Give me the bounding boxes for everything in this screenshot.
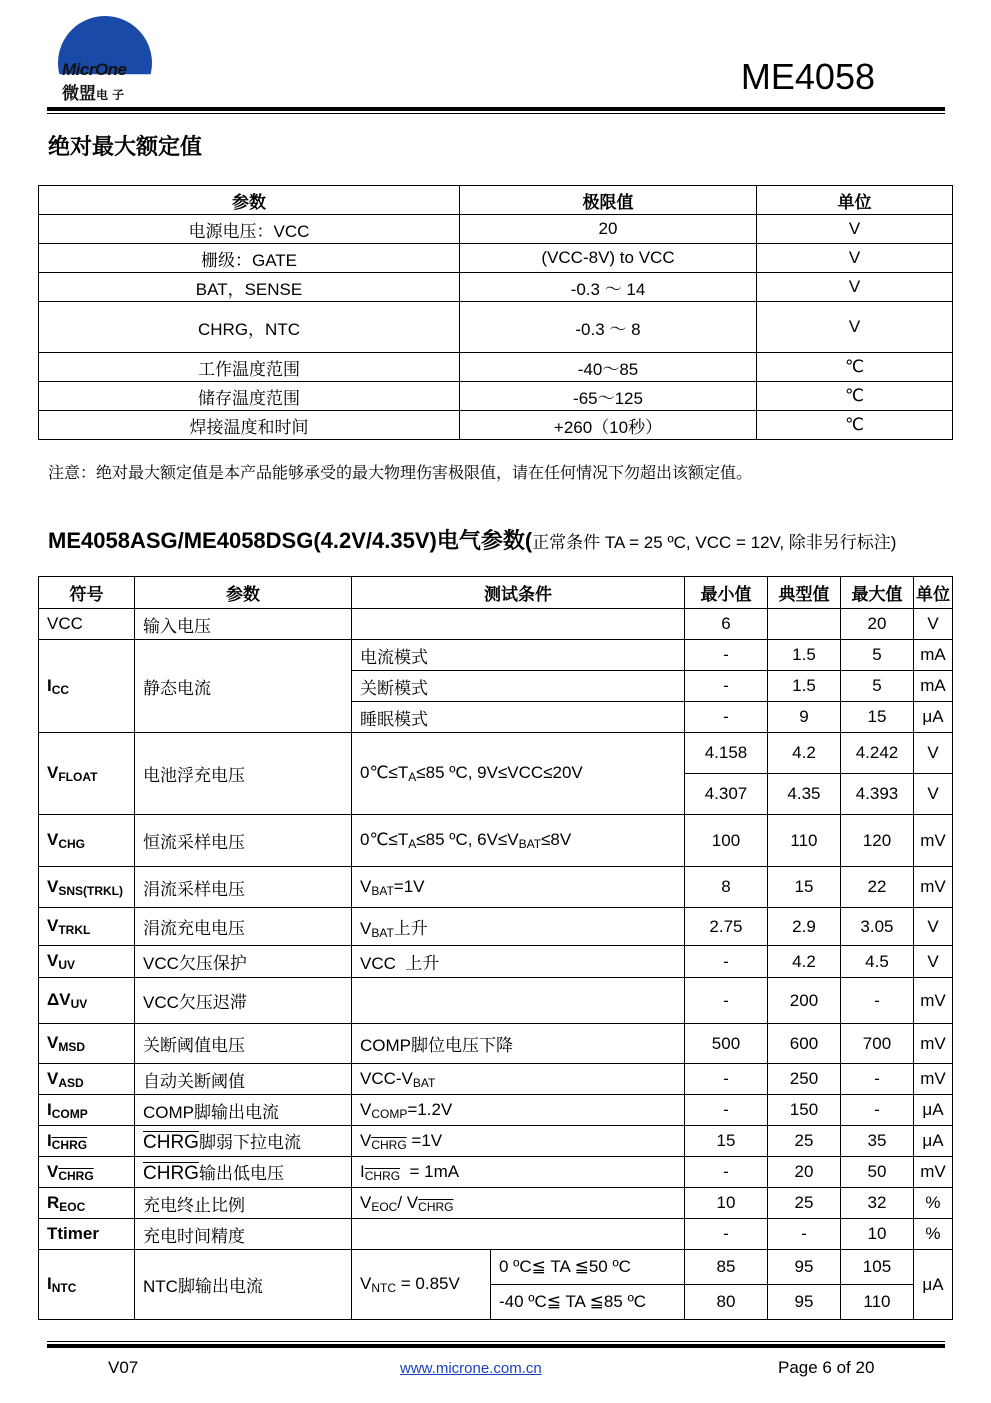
param: 涓流充电电压: [135, 908, 352, 946]
col-header: 参数: [39, 186, 460, 215]
table-row: [39, 302, 953, 353]
logo-brand: MicrOne: [62, 60, 127, 79]
company-logo: [58, 16, 158, 106]
cell: -0.3 ～ 8: [460, 302, 757, 353]
typ: 250: [767, 1064, 840, 1095]
max: 10: [840, 1219, 913, 1250]
typ: 25: [767, 1188, 840, 1219]
abs-max-note: 注意：绝对最大额定值是本产品能够承受的最大物理伤害极限值，请在任何情况下勿超出该额定值。: [48, 463, 753, 482]
cond-sub: -40 ºC≦ TA ≦85 ºC: [491, 1285, 685, 1320]
typ: 1.5: [767, 671, 840, 702]
cell: V: [757, 244, 953, 273]
table-header-row: [39, 577, 953, 609]
table-row: [39, 946, 953, 978]
cell: -0.3 ～ 14: [460, 273, 757, 302]
typ: 25: [767, 1126, 840, 1157]
table-row: [39, 1188, 953, 1219]
cond: $0℃\le T_A\le 85$ ºC, 9V≤VCC≤20V: [352, 733, 685, 815]
max: 4.393: [840, 774, 913, 815]
col-header: 单位: [757, 186, 953, 215]
max: 110: [840, 1285, 913, 1320]
unit: μA: [913, 1095, 952, 1126]
cell: 栅级：GATE: [39, 244, 460, 273]
unit: mV: [913, 1157, 952, 1188]
unit: μA: [913, 1126, 952, 1157]
cell: -40～85: [460, 353, 757, 382]
unit: %: [913, 1188, 952, 1219]
typ: 4.2: [767, 733, 840, 774]
typ: 150: [767, 1095, 840, 1126]
cond: VCC 上升: [352, 946, 685, 978]
cell: V: [757, 273, 953, 302]
typ: 15: [767, 867, 840, 908]
param: 涓流采样电压: [135, 867, 352, 908]
max: 22: [840, 867, 913, 908]
param: 输入电压: [135, 609, 352, 640]
min: 80: [684, 1285, 767, 1320]
min: -: [684, 946, 767, 978]
cell: V: [757, 302, 953, 353]
section-condition: 正常条件 TA = 25 ºC, VCC = 12V, 除非另行标注): [532, 533, 897, 552]
symbol: $I_{CC}$: [39, 640, 135, 733]
typ: 4.2: [767, 946, 840, 978]
table-row: [39, 1064, 953, 1095]
min: -: [684, 1095, 767, 1126]
max: -: [840, 978, 913, 1024]
max: -: [840, 1095, 913, 1126]
min: 10: [684, 1188, 767, 1219]
symbol: VCC: [39, 609, 135, 640]
symbol: $V_{SNS(TRKL)}$: [39, 867, 135, 908]
table-row: [39, 1157, 953, 1188]
unit: %: [913, 1219, 952, 1250]
param: 关断阈值电压: [135, 1024, 352, 1064]
param: 静态电流: [135, 640, 352, 733]
doc-title: ME4058: [740, 56, 875, 97]
cell: +260（10秒）: [460, 411, 757, 440]
typ: 9: [767, 702, 840, 733]
footer-url-link[interactable]: www.microne.com.cn: [400, 1360, 542, 1377]
col-header: 参数: [135, 577, 352, 609]
min: 4.158: [684, 733, 767, 774]
param: NTC脚输出电流: [135, 1250, 352, 1320]
cond: $V_{BAT}=1V$: [352, 867, 685, 908]
min: 8: [684, 867, 767, 908]
max: 120: [840, 815, 913, 867]
unit: μA: [913, 1250, 952, 1320]
unit: V: [913, 946, 952, 978]
cell: CHRG，NTC: [39, 302, 460, 353]
table-row: [39, 411, 953, 440]
min: -: [684, 1219, 767, 1250]
table-row: [39, 978, 953, 1024]
table-row: [39, 815, 953, 867]
abs-max-table: [38, 185, 953, 440]
cond: COMP脚位电压下降: [352, 1024, 685, 1064]
param: 充电时间精度: [135, 1219, 352, 1250]
symbol: $V_{UV}$: [39, 946, 135, 978]
cond: VCC-$V_{BAT}$: [352, 1064, 685, 1095]
min: 85: [684, 1250, 767, 1285]
max: 15: [840, 702, 913, 733]
cond: $V_{EOC}/$ $V_{CHRG}$: [352, 1188, 685, 1219]
cond: $V_{BAT}$上升: [352, 908, 685, 946]
table-row: [39, 353, 953, 382]
min: 6: [684, 609, 767, 640]
unit: V: [913, 733, 952, 774]
footer-version: V07: [108, 1358, 139, 1377]
cond: [352, 1219, 685, 1250]
param: 电池浮充电压: [135, 733, 352, 815]
min: 4.307: [684, 774, 767, 815]
section-title-text: ME4058ASG/ME4058DSG(4.2V/4.35V)电气参数(: [48, 528, 533, 553]
typ: 1.5: [767, 640, 840, 671]
typ: 95: [767, 1250, 840, 1285]
typ: 4.35: [767, 774, 840, 815]
table-row: [39, 733, 953, 774]
cond: $V_{COMP}=1.2V$: [352, 1095, 685, 1126]
cell: ℃: [757, 382, 953, 411]
footer-page-number: Page 6 of 20: [778, 1358, 875, 1377]
typ: 110: [767, 815, 840, 867]
electrical-table: [38, 576, 953, 1320]
col-header: 单位: [913, 577, 952, 609]
unit: V: [913, 908, 952, 946]
col-header: 最小值: [684, 577, 767, 609]
typ: [767, 609, 840, 640]
table-row: [39, 1095, 953, 1126]
param: COMP脚输出电流: [135, 1095, 352, 1126]
symbol: $V_{CHG}$: [39, 815, 135, 867]
cell: V: [757, 215, 953, 244]
table-row: [39, 908, 953, 946]
cell: 储存温度范围: [39, 382, 460, 411]
cond: 睡眠模式: [352, 702, 685, 733]
cond: $V_{NTC} = 0.85V$: [352, 1250, 491, 1320]
cell: 20: [460, 215, 757, 244]
col-header: 符号: [39, 577, 135, 609]
min: 2.75: [684, 908, 767, 946]
cond-sub: 0 ºC≦ TA ≦50 ºC: [491, 1250, 685, 1285]
max: 3.05: [840, 908, 913, 946]
symbol: $I_{COMP}$: [39, 1095, 135, 1126]
unit: mV: [913, 978, 952, 1024]
table-row: [39, 609, 953, 640]
param: 充电终止比例: [135, 1188, 352, 1219]
min: 100: [684, 815, 767, 867]
unit: μA: [913, 702, 952, 733]
cond: $0℃\le T_A\le 85$ ºC, $6V\le V_{BAT}\le 8V$: [352, 815, 685, 867]
typ: 200: [767, 978, 840, 1024]
min: -: [684, 640, 767, 671]
footer-rule: [47, 1344, 945, 1348]
col-header: 典型值: [767, 577, 840, 609]
symbol: $\Delta V_{UV}$: [39, 978, 135, 1024]
cell: ℃: [757, 411, 953, 440]
symbol: $I_{CHRG}$: [39, 1126, 135, 1157]
table-row: [39, 1024, 953, 1064]
min: -: [684, 1064, 767, 1095]
symbol: $I_{NTC}$: [39, 1250, 135, 1320]
cell: (VCC-8V) to VCC: [460, 244, 757, 273]
min: -: [684, 671, 767, 702]
unit: mV: [913, 815, 952, 867]
table-row: [39, 640, 953, 671]
footer-rule-thin: [47, 1341, 945, 1342]
unit: mV: [913, 867, 952, 908]
max: 20: [840, 609, 913, 640]
max: 5: [840, 671, 913, 702]
unit: V: [913, 774, 952, 815]
min: 15: [684, 1126, 767, 1157]
param: CHRG输出低电压: [135, 1157, 352, 1188]
col-header: 最大值: [840, 577, 913, 609]
unit: mV: [913, 1064, 952, 1095]
symbol: $V_{TRKL}$: [39, 908, 135, 946]
header-rule-thin: [47, 113, 945, 114]
table-row: [39, 215, 953, 244]
cond: $I_{CHRG} = 1mA$: [352, 1157, 685, 1188]
symbol: $V_{MSD}$: [39, 1024, 135, 1064]
symbol: $V_{CHRG}$: [39, 1157, 135, 1188]
typ: 600: [767, 1024, 840, 1064]
section-title-abs-max: 绝对最大额定值: [48, 135, 203, 160]
unit: mA: [913, 640, 952, 671]
table-row: [39, 382, 953, 411]
cell: 焊接温度和时间: [39, 411, 460, 440]
max: 35: [840, 1126, 913, 1157]
table-row: [39, 1219, 953, 1250]
min: -: [684, 1157, 767, 1188]
max: 105: [840, 1250, 913, 1285]
cell: 工作温度范围: [39, 353, 460, 382]
cond: 关断模式: [352, 671, 685, 702]
param: 恒流采样电压: [135, 815, 352, 867]
cell: ℃: [757, 353, 953, 382]
unit: mA: [913, 671, 952, 702]
max: 700: [840, 1024, 913, 1064]
symbol: $V_{FLOAT}$: [39, 733, 135, 815]
param: 自动关断阈值: [135, 1064, 352, 1095]
typ: -: [767, 1219, 840, 1250]
max: 32: [840, 1188, 913, 1219]
cell: -65～125: [460, 382, 757, 411]
table-row: [39, 244, 953, 273]
cell: BAT，SENSE: [39, 273, 460, 302]
min: 500: [684, 1024, 767, 1064]
table-row: [39, 1126, 953, 1157]
param: VCC欠压迟滞: [135, 978, 352, 1024]
symbol: Ttimer: [39, 1219, 135, 1250]
param: VCC欠压保护: [135, 946, 352, 978]
logo-cn: 微盟电 子: [62, 84, 125, 104]
typ: 2.9: [767, 908, 840, 946]
max: 4.242: [840, 733, 913, 774]
symbol: $V_{ASD}$: [39, 1064, 135, 1095]
unit: mV: [913, 1024, 952, 1064]
min: -: [684, 978, 767, 1024]
unit: V: [913, 609, 952, 640]
typ: 20: [767, 1157, 840, 1188]
max: 50: [840, 1157, 913, 1188]
max: 4.5: [840, 946, 913, 978]
cond: [352, 609, 685, 640]
table-row: [39, 867, 953, 908]
table-row: [39, 1250, 953, 1285]
symbol: $R_{EOC}$: [39, 1188, 135, 1219]
col-header: 测试条件: [352, 577, 685, 609]
table-header-row: [39, 186, 953, 215]
cond: $V_{CHRG} =1V$: [352, 1126, 685, 1157]
max: 5: [840, 640, 913, 671]
typ: 95: [767, 1285, 840, 1320]
col-header: 极限值: [460, 186, 757, 215]
section-title-electrical: [48, 524, 896, 555]
header-rule: [47, 107, 945, 111]
cond: [352, 978, 685, 1024]
max: -: [840, 1064, 913, 1095]
table-row: [39, 273, 953, 302]
cond: 电流模式: [352, 640, 685, 671]
min: -: [684, 702, 767, 733]
cell: 电源电压：VCC: [39, 215, 460, 244]
param: CHRG脚弱下拉电流: [135, 1126, 352, 1157]
